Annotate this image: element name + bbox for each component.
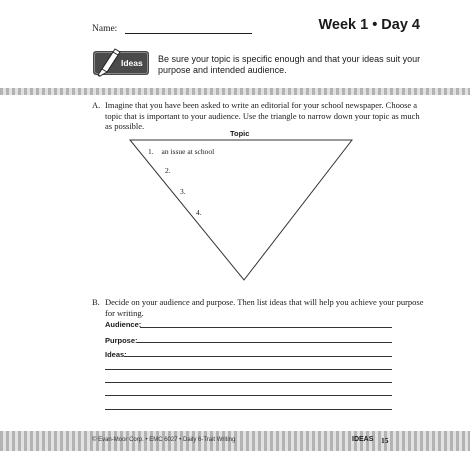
purpose-label: Purpose: (105, 336, 138, 345)
triangle-line-1-text: an issue at school (161, 147, 215, 156)
audience-label: Audience: (105, 320, 142, 329)
page-number: 15 (381, 436, 389, 445)
triangle-line-1[interactable] (148, 147, 214, 156)
triangle-line-1-number: 1. (148, 147, 154, 156)
topic-triangle (128, 138, 354, 283)
section-b-instructions: Decide on your audience and purpose. Then list ideas that will help you achieve your purpose for writing. (105, 297, 424, 318)
section-b-letter: B. (92, 297, 100, 307)
top-stripe-divider (0, 88, 470, 95)
triangle-line-2-number[interactable]: 2. (165, 166, 171, 175)
section-a-instructions: Imagine that you have been asked to write an editorial for your school newspaper. Choose a topic that is important to your audience. Use the triangle to narrow down your topic as much as possible. (105, 100, 420, 131)
topic-label: Topic (230, 129, 250, 138)
ideas-write-line[interactable] (105, 395, 392, 396)
week-day-title: Week 1 • Day 4 (318, 17, 420, 33)
ideas-write-line[interactable] (124, 356, 392, 357)
purpose-write-line[interactable] (137, 342, 392, 343)
name-blank-line[interactable] (125, 33, 252, 34)
footer-section-name: IDEAS (352, 436, 374, 443)
ideas-badge (92, 45, 150, 81)
footer-credit: © Evan-Moor Corp. • EMC 6027 • Daily 6-Trait Writing (92, 437, 236, 443)
ideas-write-line[interactable] (105, 382, 392, 383)
section-a-letter: A. (92, 100, 101, 110)
ideas-write-line[interactable] (105, 409, 392, 410)
name-label: Name: (92, 24, 118, 34)
ideas-badge-label: Ideas (121, 58, 143, 68)
triangle-line-3-number[interactable]: 3. (180, 187, 186, 196)
audience-write-line[interactable] (140, 327, 392, 328)
ideas-label: Ideas: (105, 350, 127, 359)
ideas-write-line[interactable] (105, 369, 392, 370)
triangle-line-4-number[interactable]: 4. (196, 208, 202, 217)
ideas-tip-text: Be sure your topic is specific enough and that your ideas suit your purpose and intended audience. (158, 54, 421, 75)
